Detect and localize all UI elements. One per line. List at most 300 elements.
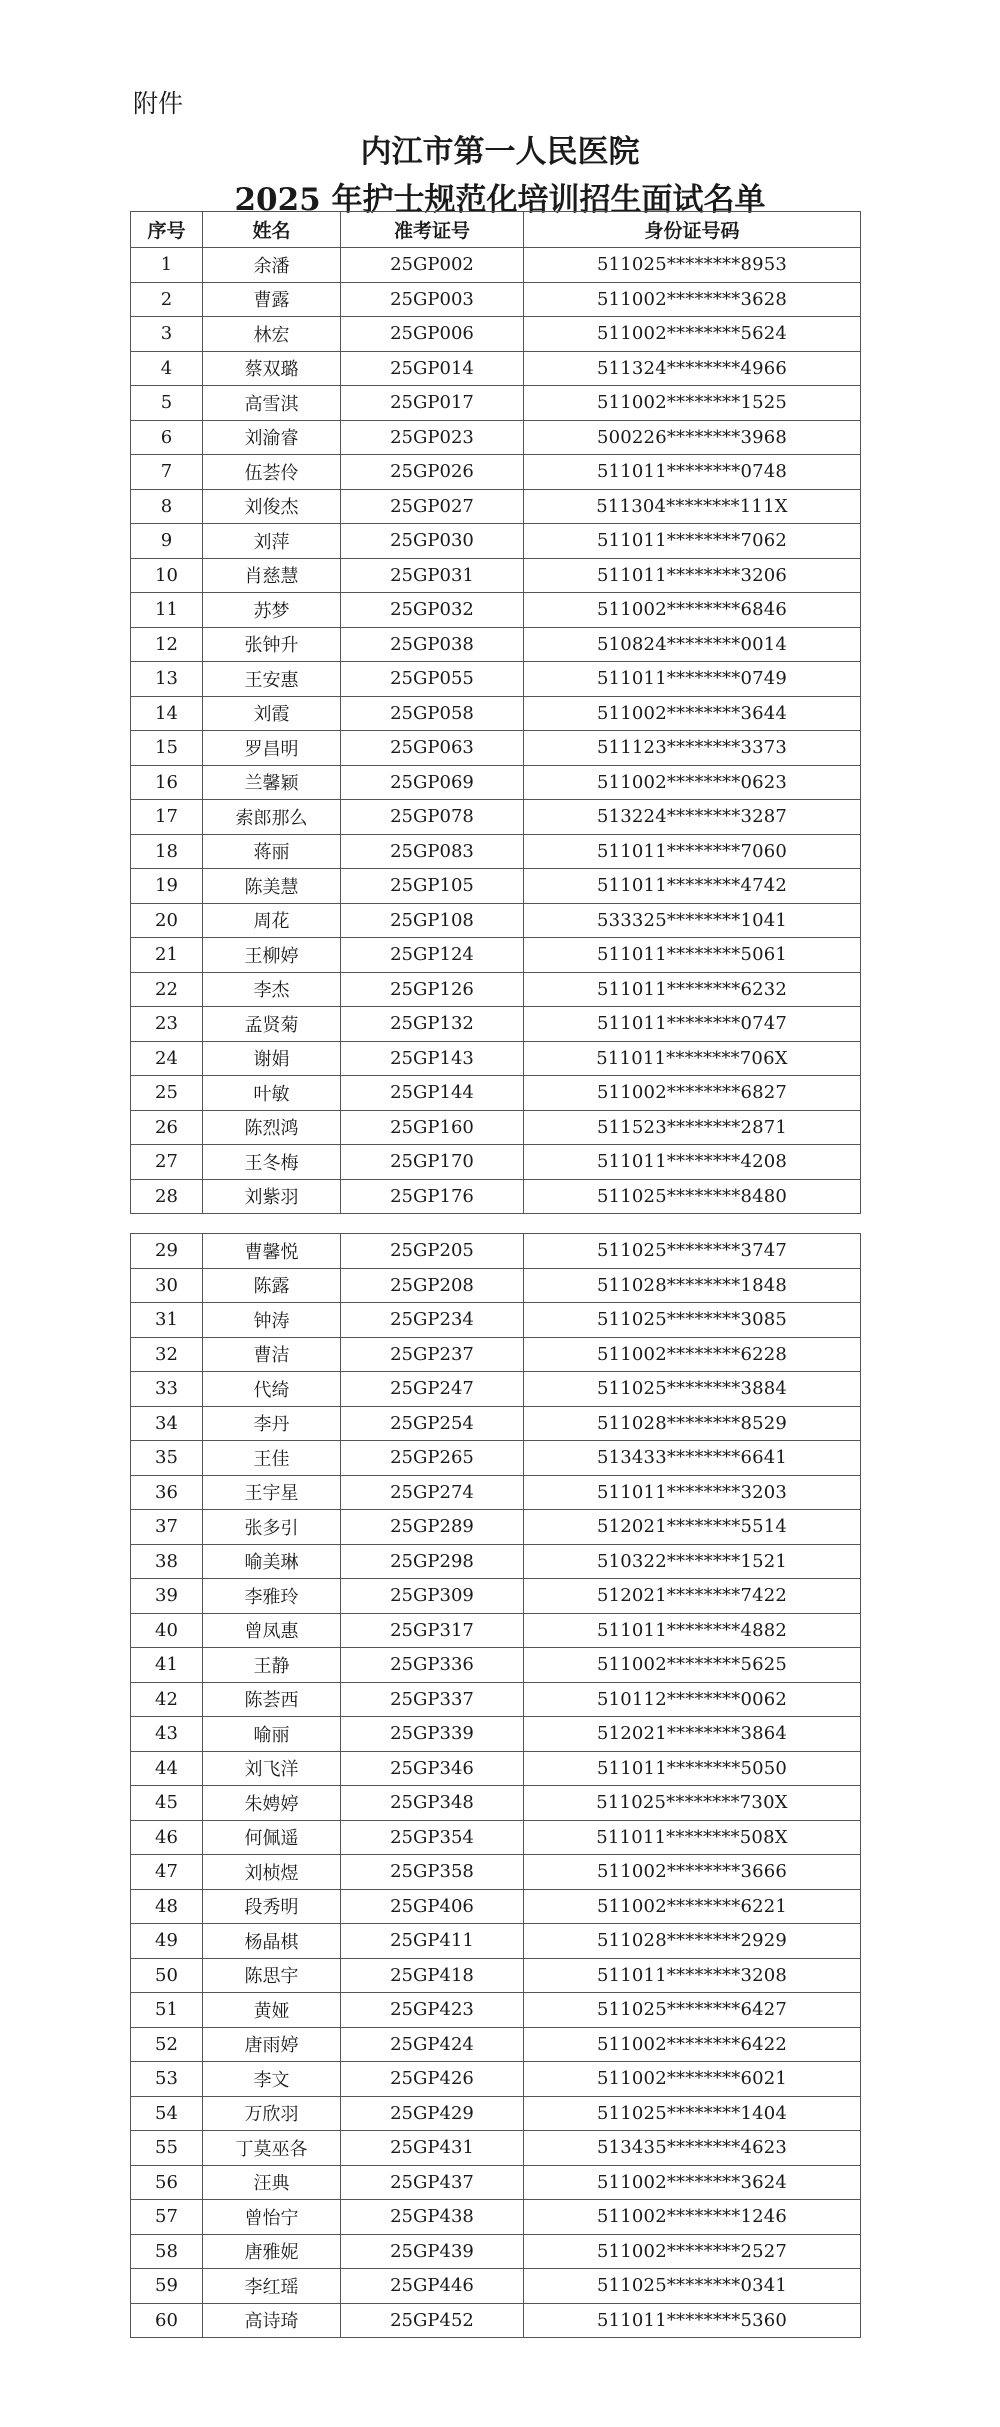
cell-serial: 5 [131,386,203,421]
cell-name: 张钟升 [203,627,341,662]
cell-id-number: 511011********5061 [524,938,861,973]
cell-name: 刘紫羽 [203,1179,341,1214]
table-row [131,2269,861,2304]
cell-exam-number: 25GP002 [341,248,524,283]
cell-name: 肖慈慧 [203,558,341,593]
cell-exam-number: 25GP346 [341,1751,524,1786]
cell-name: 谢娟 [203,1041,341,1076]
table-row [131,972,861,1007]
cell-exam-number: 25GP438 [341,2200,524,2235]
table-row [131,1786,861,1821]
table-row [131,1579,861,1614]
cell-name: 刘霞 [203,696,341,731]
cell-id-number: 511011********4882 [524,1613,861,1648]
cell-name: 段秀明 [203,1889,341,1924]
table-header-row [131,212,861,248]
cell-serial: 8 [131,489,203,524]
table-row [131,2165,861,2200]
table-row [131,558,861,593]
cell-exam-number: 25GP254 [341,1406,524,1441]
cell-id-number: 511011********5360 [524,2303,861,2338]
table-row [131,800,861,835]
cell-serial: 53 [131,2062,203,2097]
table-row [131,351,861,386]
table-row [131,1889,861,1924]
cell-serial: 22 [131,972,203,1007]
cell-serial: 50 [131,1958,203,1993]
cell-name: 曹馨悦 [203,1234,341,1269]
cell-serial: 43 [131,1717,203,1752]
cell-id-number: 511002********1525 [524,386,861,421]
cell-name: 余潘 [203,248,341,283]
cell-exam-number: 25GP437 [341,2165,524,2200]
cell-serial: 39 [131,1579,203,1614]
cell-name: 刘桢煜 [203,1855,341,1890]
cell-id-number: 511025********8953 [524,248,861,283]
cell-serial: 51 [131,1993,203,2028]
cell-name: 王冬梅 [203,1145,341,1180]
cell-exam-number: 25GP431 [341,2131,524,2166]
cell-serial: 30 [131,1268,203,1303]
cell-id-number: 513435********4623 [524,2131,861,2166]
cell-exam-number: 25GP132 [341,1007,524,1042]
cell-serial: 40 [131,1613,203,1648]
table-row [131,869,861,904]
table-row [131,938,861,973]
table-row [131,2303,861,2338]
cell-id-number: 511011********7062 [524,524,861,559]
cell-name: 陈美慧 [203,869,341,904]
cell-name: 叶敏 [203,1076,341,1111]
cell-id-number: 512021********7422 [524,1579,861,1614]
table-row [131,1475,861,1510]
cell-exam-number: 25GP014 [341,351,524,386]
table-row [131,903,861,938]
cell-exam-number: 25GP423 [341,1993,524,2028]
table-row [131,2234,861,2269]
cell-serial: 1 [131,248,203,283]
cell-name: 伍荟伶 [203,455,341,490]
cell-serial: 38 [131,1544,203,1579]
cell-id-number: 511025********730X [524,1786,861,1821]
cell-exam-number: 25GP309 [341,1579,524,1614]
cell-name: 刘萍 [203,524,341,559]
cell-serial: 20 [131,903,203,938]
cell-name: 曾怡宁 [203,2200,341,2235]
cell-exam-number: 25GP237 [341,1337,524,1372]
cell-name: 索郎那么 [203,800,341,835]
cell-serial: 9 [131,524,203,559]
cell-name: 王静 [203,1648,341,1683]
cell-id-number: 511002********5624 [524,317,861,352]
cell-serial: 46 [131,1820,203,1855]
cell-serial: 47 [131,1855,203,1890]
cell-serial: 11 [131,593,203,628]
header-name: 姓名 [203,212,341,248]
cell-name: 朱娉婷 [203,1786,341,1821]
table-row [131,696,861,731]
cell-id-number: 512021********5514 [524,1510,861,1545]
cell-id-number: 511002********6228 [524,1337,861,1372]
cell-exam-number: 25GP411 [341,1924,524,1959]
cell-exam-number: 25GP006 [341,317,524,352]
cell-id-number: 511011********508X [524,1820,861,1855]
cell-exam-number: 25GP289 [341,1510,524,1545]
cell-name: 陈烈鸿 [203,1110,341,1145]
cell-serial: 44 [131,1751,203,1786]
cell-name: 李雅玲 [203,1579,341,1614]
cell-serial: 58 [131,2234,203,2269]
cell-serial: 41 [131,1648,203,1683]
cell-exam-number: 25GP078 [341,800,524,835]
cell-name: 陈思宇 [203,1958,341,1993]
table-row [131,1510,861,1545]
cell-exam-number: 25GP031 [341,558,524,593]
cell-exam-number: 25GP038 [341,627,524,662]
cell-name: 高诗琦 [203,2303,341,2338]
cell-exam-number: 25GP144 [341,1076,524,1111]
cell-id-number: 511011********3208 [524,1958,861,1993]
cell-id-number: 511011********5050 [524,1751,861,1786]
cell-id-number: 511002********6827 [524,1076,861,1111]
table-row [131,731,861,766]
cell-serial: 7 [131,455,203,490]
cell-serial: 4 [131,351,203,386]
table-row [131,1993,861,2028]
cell-exam-number: 25GP143 [341,1041,524,1076]
cell-serial: 48 [131,1889,203,1924]
cell-name: 陈荟西 [203,1682,341,1717]
cell-serial: 19 [131,869,203,904]
cell-exam-number: 25GP017 [341,386,524,421]
cell-id-number: 511002********3666 [524,1855,861,1890]
document-title-list: 2025 年护士规范化培训招生面试名单 [234,182,766,218]
cell-id-number: 510824********0014 [524,627,861,662]
cell-serial: 42 [131,1682,203,1717]
table-row [131,1820,861,1855]
cell-exam-number: 25GP023 [341,420,524,455]
cell-name: 林宏 [203,317,341,352]
cell-serial: 55 [131,2131,203,2166]
cell-id-number: 511011********706X [524,1041,861,1076]
cell-exam-number: 25GP124 [341,938,524,973]
table-row [131,1303,861,1338]
cell-serial: 49 [131,1924,203,1959]
interview-list-table-part1 [130,211,861,1214]
cell-name: 曾凤惠 [203,1613,341,1648]
cell-id-number: 511011********0747 [524,1007,861,1042]
table-row [131,1441,861,1476]
table-row [131,1855,861,1890]
cell-exam-number: 25GP339 [341,1717,524,1752]
cell-id-number: 511025********8480 [524,1179,861,1214]
cell-serial: 54 [131,2096,203,2131]
cell-exam-number: 25GP426 [341,2062,524,2097]
cell-serial: 14 [131,696,203,731]
cell-id-number: 511025********6427 [524,1993,861,2028]
cell-id-number: 511002********3628 [524,282,861,317]
table-row [131,1544,861,1579]
cell-exam-number: 25GP063 [341,731,524,766]
cell-serial: 13 [131,662,203,697]
cell-name: 苏梦 [203,593,341,628]
cell-exam-number: 25GP354 [341,1820,524,1855]
cell-serial: 28 [131,1179,203,1214]
cell-name: 王柳婷 [203,938,341,973]
table-row [131,2131,861,2166]
cell-serial: 27 [131,1145,203,1180]
table-row [131,593,861,628]
cell-exam-number: 25GP026 [341,455,524,490]
cell-exam-number: 25GP030 [341,524,524,559]
cell-exam-number: 25GP234 [341,1303,524,1338]
table-row [131,2200,861,2235]
cell-name: 蔡双璐 [203,351,341,386]
cell-name: 张多引 [203,1510,341,1545]
table-row [131,1958,861,1993]
cell-name: 万欣羽 [203,2096,341,2131]
table-row [131,1041,861,1076]
cell-exam-number: 25GP348 [341,1786,524,1821]
cell-name: 汪典 [203,2165,341,2200]
cell-name: 高雪淇 [203,386,341,421]
cell-id-number: 511002********6422 [524,2027,861,2062]
cell-serial: 18 [131,834,203,869]
cell-id-number: 511011********3203 [524,1475,861,1510]
table-row [131,627,861,662]
cell-id-number: 511011********3206 [524,558,861,593]
cell-name: 曹露 [203,282,341,317]
cell-id-number: 511002********6021 [524,2062,861,2097]
cell-exam-number: 25GP208 [341,1268,524,1303]
cell-serial: 17 [131,800,203,835]
cell-serial: 2 [131,282,203,317]
cell-id-number: 511002********2527 [524,2234,861,2269]
cell-id-number: 511123********3373 [524,731,861,766]
table-row [131,420,861,455]
cell-id-number: 511002********3644 [524,696,861,731]
cell-name: 刘飞洋 [203,1751,341,1786]
cell-id-number: 511011********0748 [524,455,861,490]
cell-exam-number: 25GP452 [341,2303,524,2338]
cell-name: 喻丽 [203,1717,341,1752]
cell-name: 蒋丽 [203,834,341,869]
cell-exam-number: 25GP337 [341,1682,524,1717]
cell-serial: 15 [131,731,203,766]
cell-id-number: 511002********6846 [524,593,861,628]
cell-name: 何佩遥 [203,1820,341,1855]
table-row [131,1372,861,1407]
cell-name: 兰馨颖 [203,765,341,800]
cell-serial: 52 [131,2027,203,2062]
cell-serial: 37 [131,1510,203,1545]
cell-id-number: 511002********1246 [524,2200,861,2235]
cell-name: 喻美琳 [203,1544,341,1579]
cell-serial: 31 [131,1303,203,1338]
attachment-label: 附件 [133,89,184,118]
table-row [131,1751,861,1786]
cell-exam-number: 25GP083 [341,834,524,869]
cell-serial: 56 [131,2165,203,2200]
cell-exam-number: 25GP418 [341,1958,524,1993]
cell-id-number: 511002********0623 [524,765,861,800]
cell-serial: 33 [131,1372,203,1407]
cell-exam-number: 25GP105 [341,869,524,904]
cell-exam-number: 25GP069 [341,765,524,800]
cell-exam-number: 25GP317 [341,1613,524,1648]
cell-id-number: 511028********8529 [524,1406,861,1441]
cell-serial: 26 [131,1110,203,1145]
cell-name: 罗昌明 [203,731,341,766]
cell-serial: 3 [131,317,203,352]
cell-serial: 57 [131,2200,203,2235]
cell-serial: 6 [131,420,203,455]
cell-name: 黄娅 [203,1993,341,2028]
cell-id-number: 511025********1404 [524,2096,861,2131]
cell-exam-number: 25GP446 [341,2269,524,2304]
table-row [131,248,861,283]
table-row [131,765,861,800]
cell-serial: 12 [131,627,203,662]
cell-exam-number: 25GP358 [341,1855,524,1890]
table-row [131,1145,861,1180]
table-row [131,1337,861,1372]
cell-id-number: 511324********4966 [524,351,861,386]
cell-id-number: 511002********6221 [524,1889,861,1924]
cell-id-number: 510322********1521 [524,1544,861,1579]
document-title-hospital: 内江市第一人民医院 [360,134,640,170]
cell-serial: 10 [131,558,203,593]
cell-name: 王佳 [203,1441,341,1476]
cell-exam-number: 25GP027 [341,489,524,524]
cell-serial: 24 [131,1041,203,1076]
table-row [131,282,861,317]
cell-name: 唐雨婷 [203,2027,341,2062]
cell-id-number: 511523********2871 [524,1110,861,1145]
cell-name: 杨晶棋 [203,1924,341,1959]
cell-exam-number: 25GP176 [341,1179,524,1214]
cell-serial: 25 [131,1076,203,1111]
cell-name: 孟贤菊 [203,1007,341,1042]
cell-exam-number: 25GP424 [341,2027,524,2062]
table-row [131,1234,861,1269]
cell-name: 李红瑶 [203,2269,341,2304]
header-exam-number: 准考证号 [341,212,524,248]
cell-id-number: 511011********7060 [524,834,861,869]
cell-serial: 35 [131,1441,203,1476]
table-row [131,1406,861,1441]
cell-name: 唐雅妮 [203,2234,341,2269]
cell-id-number: 511002********5625 [524,1648,861,1683]
cell-exam-number: 25GP032 [341,593,524,628]
table-row [131,455,861,490]
cell-serial: 45 [131,1786,203,1821]
table-row [131,1648,861,1683]
cell-id-number: 511011********6232 [524,972,861,1007]
cell-serial: 59 [131,2269,203,2304]
table-row [131,1924,861,1959]
cell-exam-number: 25GP298 [341,1544,524,1579]
cell-name: 陈露 [203,1268,341,1303]
cell-name: 李杰 [203,972,341,1007]
cell-name: 王安惠 [203,662,341,697]
cell-name: 李文 [203,2062,341,2097]
cell-name: 曹洁 [203,1337,341,1372]
table-row [131,317,861,352]
cell-id-number: 510112********0062 [524,1682,861,1717]
cell-exam-number: 25GP205 [341,1234,524,1269]
table-row [131,1076,861,1111]
cell-id-number: 533325********1041 [524,903,861,938]
cell-exam-number: 25GP274 [341,1475,524,1510]
cell-exam-number: 25GP108 [341,903,524,938]
cell-name: 刘渝睿 [203,420,341,455]
cell-exam-number: 25GP055 [341,662,524,697]
cell-serial: 32 [131,1337,203,1372]
cell-exam-number: 25GP429 [341,2096,524,2131]
cell-exam-number: 25GP003 [341,282,524,317]
table-row [131,2096,861,2131]
cell-serial: 29 [131,1234,203,1269]
cell-name: 王宇星 [203,1475,341,1510]
cell-name: 钟涛 [203,1303,341,1338]
cell-serial: 23 [131,1007,203,1042]
cell-id-number: 511002********3624 [524,2165,861,2200]
table-row [131,662,861,697]
cell-serial: 21 [131,938,203,973]
cell-id-number: 511025********3085 [524,1303,861,1338]
cell-id-number: 511025********3884 [524,1372,861,1407]
table-row [131,834,861,869]
cell-serial: 34 [131,1406,203,1441]
cell-exam-number: 25GP336 [341,1648,524,1683]
table-row [131,1179,861,1214]
cell-name: 丁莫巫各 [203,2131,341,2166]
cell-id-number: 511304********111X [524,489,861,524]
cell-serial: 36 [131,1475,203,1510]
cell-exam-number: 25GP265 [341,1441,524,1476]
header-serial: 序号 [131,212,203,248]
cell-name: 刘俊杰 [203,489,341,524]
table-row [131,489,861,524]
table-row [131,524,861,559]
cell-id-number: 511028********2929 [524,1924,861,1959]
cell-id-number: 511028********1848 [524,1268,861,1303]
cell-name: 代绮 [203,1372,341,1407]
cell-exam-number: 25GP126 [341,972,524,1007]
cell-id-number: 500226********3968 [524,420,861,455]
cell-exam-number: 25GP170 [341,1145,524,1180]
header-id-number: 身份证号码 [524,212,861,248]
cell-exam-number: 25GP160 [341,1110,524,1145]
cell-id-number: 511011********0749 [524,662,861,697]
cell-serial: 16 [131,765,203,800]
cell-id-number: 511025********0341 [524,2269,861,2304]
cell-serial: 60 [131,2303,203,2338]
table-row [131,1682,861,1717]
cell-id-number: 511011********4208 [524,1145,861,1180]
table-row [131,2027,861,2062]
table-row [131,1268,861,1303]
cell-name: 周花 [203,903,341,938]
cell-exam-number: 25GP406 [341,1889,524,1924]
table-row [131,1613,861,1648]
cell-exam-number: 25GP247 [341,1372,524,1407]
table-row [131,2062,861,2097]
cell-id-number: 511011********4742 [524,869,861,904]
cell-name: 李丹 [203,1406,341,1441]
interview-list-table-part2 [130,1233,861,2338]
